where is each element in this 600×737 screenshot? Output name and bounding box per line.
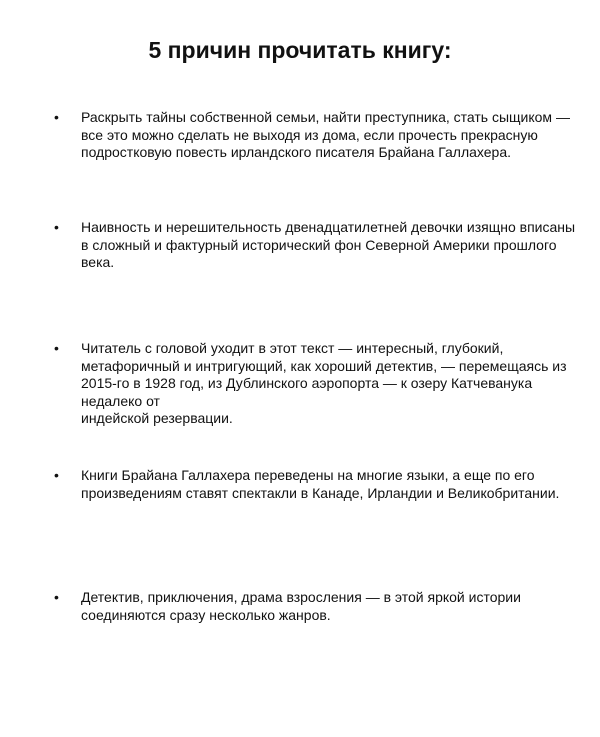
bullet-icon: • bbox=[54, 219, 59, 235]
reason-text-4: Книги Брайана Галлахера переведены на многие языки, а еще по его произведениям ставят спектакли в Канаде, Ирландии и Великобритании. bbox=[81, 467, 560, 501]
reason-text-5: Детектив, приключения, драма взросления — в этой яркой истории соединяются сразу несколько жанров. bbox=[81, 589, 521, 623]
bullet-icon: • bbox=[54, 589, 59, 605]
reason-text-1: Раскрыть тайны собственной семьи, найти преступника, стать сыщиком — все это можно сделать не выходя из дома, если прочесть прекрасную подростковую повесть ирландского писателя Брайана Галлахера. bbox=[81, 109, 570, 160]
reason-text-2: Наивность и нерешительность двенадцатилетней девочки изящно вписаны в сложный и фактурный исторический фон Северной Америки прошлого века. bbox=[81, 219, 576, 270]
bullet-icon: • bbox=[54, 340, 59, 356]
bullet-icon: • bbox=[54, 467, 59, 483]
reason-text-3: Читатель с головой уходит в этот текст — интересный, глубокий, метафоричный и интригующий, как хороший детектив, — перемещаясь из 2015-го в 1928 год, из Дублинского аэропорта — к озеру Катчеванука недалеко от индейской резервации. bbox=[81, 340, 567, 426]
bullet-icon: • bbox=[54, 109, 59, 125]
page-title: 5 причин прочитать книгу: bbox=[148, 37, 452, 63]
